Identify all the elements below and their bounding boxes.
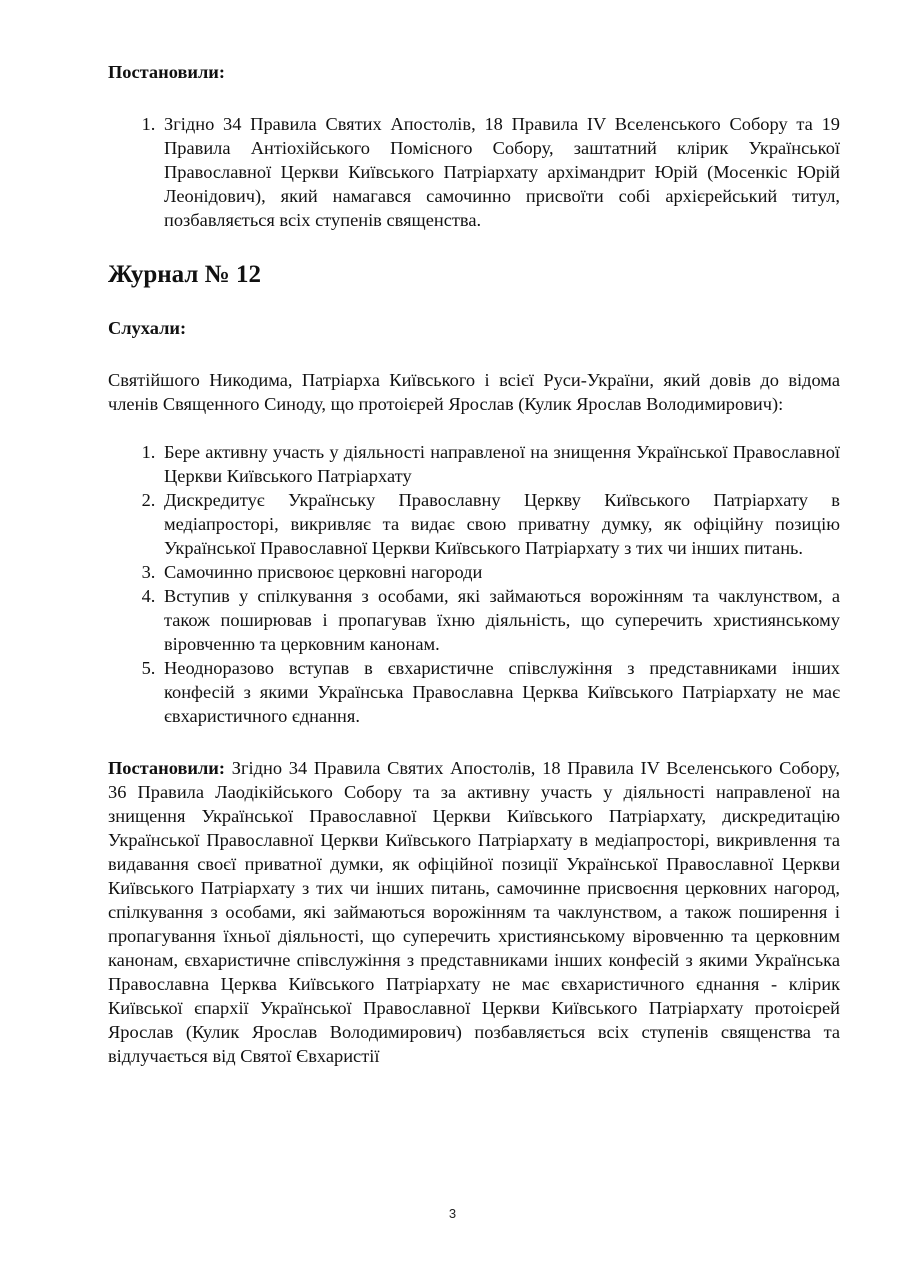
- list-item: 1. Бере активну участь у діяльності направленої на знищення Української Православної Церкви Київського Патріархату: [160, 440, 840, 488]
- decision-text: Згідно 34 Правила Святих Апостолів, 18 Правила IV Вселенського Собору, 36 Правила Лаодікійського Собору та за активну участь у діяльності направленої на знищення Української Православної Церкви Київського Патріархату, дискредитацію Української Православної Церкви Київського Патріархату в медіапросторі, викривлення та видавання своєї приватної думки, як офіційної позиції Української Православної Церкви Київського Патріархату з тих чи інших питань, самочинне присвоєння церковних нагород, спілкування з особами, які займаються ворожінням та чаклунством, а також поширення і пропагування їхньої діяльності, що суперечить християнському віровченню та церковним канонам, євхаристичне співслужіння з представниками інших конфесій з якими Українська Православна Церква Київського Патріархату не має євхаристичного єднання - клірик Київської єпархії Української Православної Церкви Київського Патріархату протоієрей Ярослав (Кулик Ярослав Володимирович) позбавляється всіх ступенів священства та відлучається від Святої Євхаристії: [108, 758, 840, 1066]
- heard-label: Слухали:: [108, 318, 187, 338]
- decision-label: Постановили:: [108, 62, 226, 82]
- decision-list: [108, 112, 840, 232]
- journal-title: Журнал № 12: [108, 261, 261, 288]
- list-item: 4. Вступив у спілкування з особами, які займаються ворожінням та чаклунством, а також поширював і пропагував їхню діяльність, що суперечить християнському віровченню та церковним канонам.: [160, 584, 840, 656]
- document-page: [108, 60, 840, 1068]
- decision-label: Постановили:: [108, 758, 226, 778]
- heard-intro: Святійшого Никодима, Патріарха Київського і всієї Руси-України, який довів до відома членів Священного Синоду, що протоієрей Ярослав (Кулик Ярослав Володимирович):: [108, 370, 840, 414]
- list-item: 5. Неодноразово вступав в євхаристичне співслужіння з представниками інших конфесій з якими Українська Православна Церква Київського Патріархату не має євхаристичного єднання.: [160, 656, 840, 728]
- decision-paragraph: [108, 756, 840, 1068]
- page-number: 3: [448, 1206, 457, 1221]
- list-item: 2. Дискредитує Українську Православну Церкву Київського Патріархату в медіапросторі, викривляє та видає свою приватну думку, як офіційну позицію Української Православної Церкви Київського Патріархату з тих чи інших питань.: [160, 488, 840, 560]
- list-item: 3. Самочинно присвоює церковні нагороди: [160, 560, 840, 584]
- list-item: 1. Згідно 34 Правила Святих Апостолів, 18 Правила IV Вселенського Собору та 19 Правила Антіохійського Помісного Собору, заштатний клірик Української Православної Церкви Київського Патріархату архімандрит Юрій (Мосенкіс Юрій Леонідович), який намагався самочинно присвоїти собі архієрейський титул, позбавляється всіх ступенів священства.: [160, 112, 840, 232]
- charges-list: [108, 440, 840, 728]
